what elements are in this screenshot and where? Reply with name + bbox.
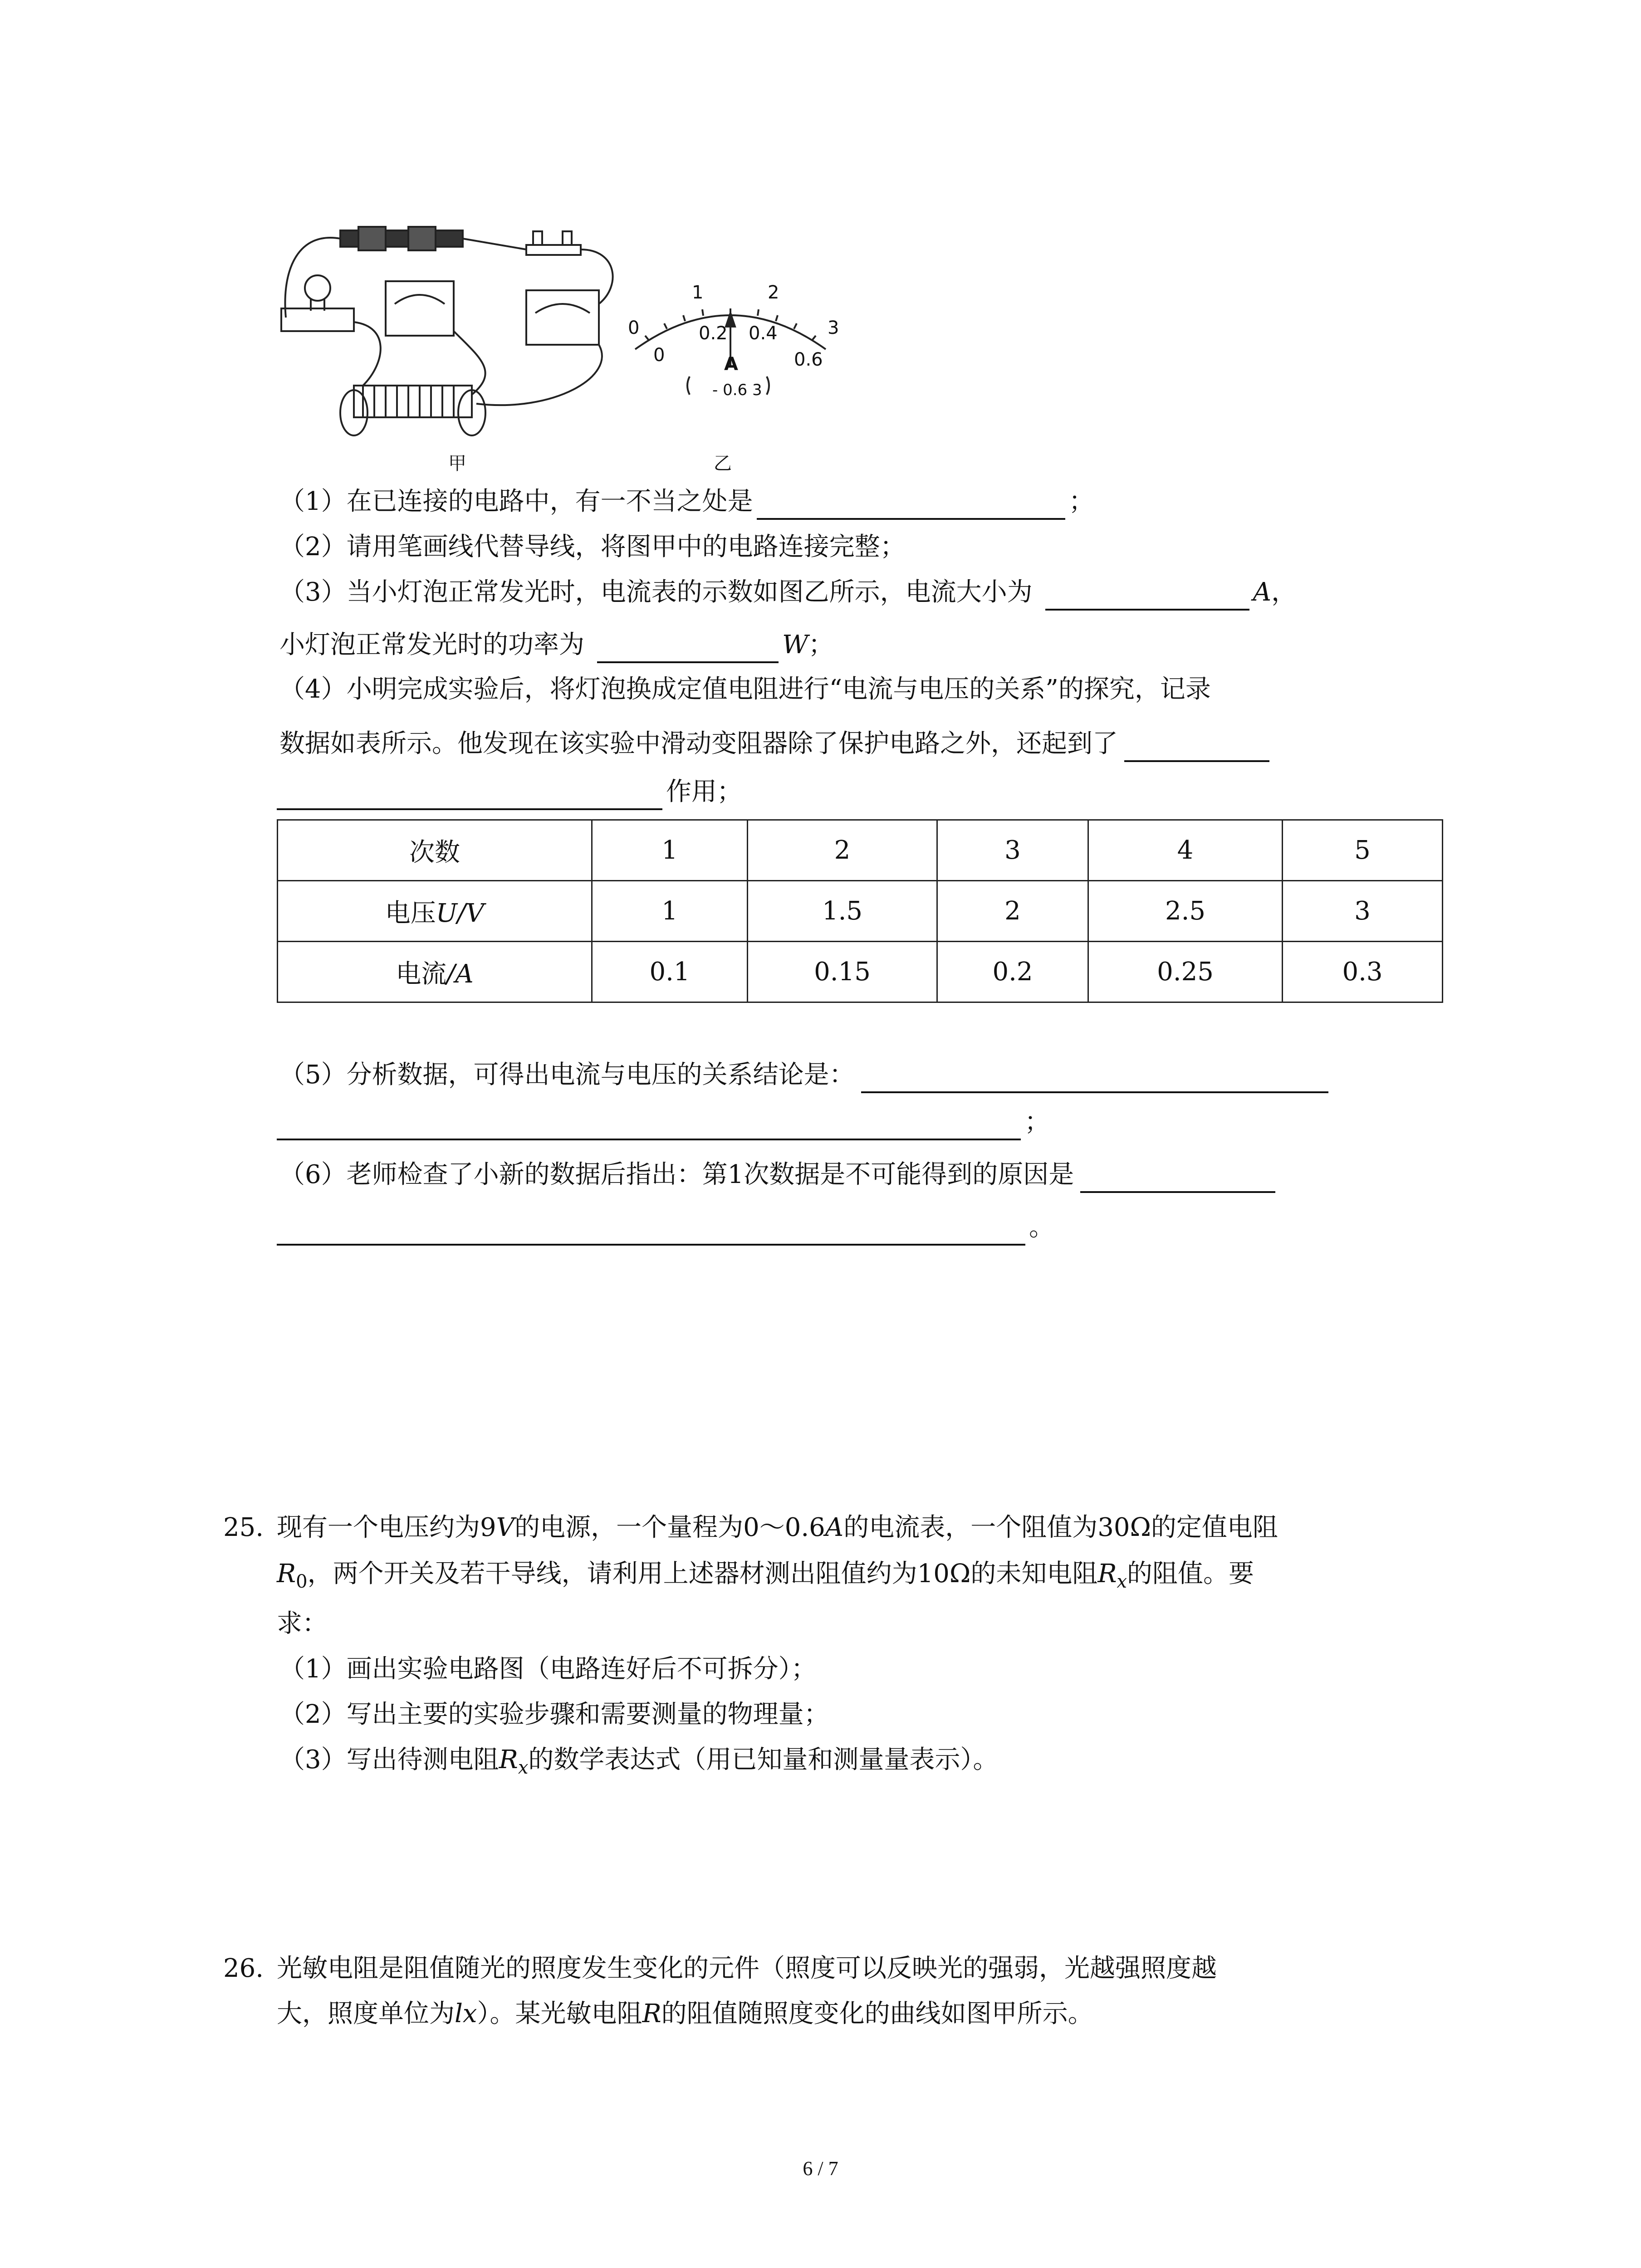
table-cell: 0.3 [1283,942,1443,1002]
answer-blank-reason-b[interactable] [277,1216,1025,1246]
circuit-figure-jia [272,213,644,449]
answer-blank-reason-a[interactable] [1080,1163,1275,1193]
q24-part6b: 。 [277,1209,1054,1246]
table-cell: 3 [1283,881,1443,942]
answer-blank-rheostat-a[interactable] [1124,732,1269,762]
dial-tick-3-top: 3 [828,318,839,338]
table-cell: 0.2 [937,942,1088,1002]
table-cell: 1.5 [748,881,937,942]
q25-step3: （3）写出待测电阻$R_x$的数学表达式（用已知量和测量量表示）。 [279,1745,999,1778]
table-cell-label: 电流/A [278,942,592,1002]
table-row-current [278,942,1443,1002]
dial-tick-0-top: 0 [628,318,640,338]
answer-blank-conclusion-b[interactable] [277,1110,1021,1140]
q26-line2: 大，照度单位为lx）。某光敏电阻R的阻值随照度变化的曲线如图甲所示。 [277,1999,1093,2028]
dial-terminals-label: - 0.6 3 [712,381,762,399]
table-cell: 2.5 [1088,881,1283,942]
table-cell: 2 [937,881,1088,942]
q24-part5: （5）分析数据，可得出电流与电压的关系结论是： [279,1057,1332,1093]
answer-blank-power[interactable] [597,633,779,663]
data-table [277,819,1443,1003]
table-cell: 0.25 [1088,942,1283,1002]
table-cell: 3 [937,820,1088,881]
table-cell: 5 [1283,820,1443,881]
q24-part4c: 作用； [277,774,742,810]
table-cell: 1 [592,820,748,881]
q25-step1: （1）画出实验电路图（电路连好后不可拆分）； [279,1654,817,1684]
q26-line1: 光敏电阻是阻值随光的照度发生变化的元件（照度可以反映光的强弱，光越强照度越 [277,1954,1217,1983]
q25-line2: $R_0$，两个开关及若干导线，请利用上述器材测出阻值约为10Ω的未知电阻$R_x$的阻值。要 [277,1559,1254,1592]
question-number-25: 25. [223,1513,264,1542]
table-cell: 2 [748,820,937,881]
q24-part5b: ； [277,1104,1050,1140]
q24-part6: （6）老师检查了小新的数据后指出：第1次数据是不可能得到的原因是 [279,1157,1279,1193]
figure-label-yi: 乙 [714,453,732,474]
q24-part4: （4）小明完成实验后，将灯泡换成定值电阻进行“电流与电压的关系”的探究，记录 [279,675,1211,704]
table-cell: 0.1 [592,942,748,1002]
page-number: 6 / 7 [803,2157,838,2180]
dial-unit-label: A [724,354,738,375]
q24-part1: （1）在已连接的电路中，有一不当之处是 ； [279,484,1094,520]
dial-tick-2: 2 [768,282,779,303]
table-cell-label: 电压U/V [278,881,592,942]
dial-tick-0.2: 0.2 [699,323,728,344]
question-number-26: 26. [223,1954,264,1983]
table-cell: 次数 [278,820,592,881]
q24-part4b: 数据如表所示。他发现在该实验中滑动变阻器除了保护电路之外，还起到了 [279,726,1273,762]
table-cell: 4 [1088,820,1283,881]
figure-label-jia: 甲 [448,453,466,474]
q24-part2: （2）请用笔画线代替导线，将图甲中的电路连接完整； [279,532,906,562]
table-cell: 0.15 [748,942,937,1002]
q24-part3b: 小灯泡正常发光时的功率为 W； [279,627,834,663]
q24-part3: （3）当小灯泡正常发光时，电流表的示数如图乙所示，电流大小为 A， [279,574,1297,611]
table-row-header [278,820,1443,881]
answer-blank-conclusion-a[interactable] [861,1063,1328,1093]
q25-line1: 现有一个电压约为9V的电源，一个量程为0～0.6A的电流表，一个阻值为30Ω的定值电阻 [277,1513,1278,1542]
q25-step2: （2）写出主要的实验步骤和需要测量的物理量； [279,1700,829,1729]
dial-tick-0.6-bottom: 0.6 [794,349,823,370]
table-row-voltage [278,881,1443,942]
dial-tick-0.4: 0.4 [749,323,778,344]
table-cell: 1 [592,881,748,942]
dial-tick-1: 1 [692,282,704,303]
answer-blank-rheostat-b[interactable] [277,780,662,810]
q25-line3: 求： [277,1609,328,1638]
dial-tick-0-bottom: 0 [653,345,665,366]
answer-blank-current[interactable] [1045,581,1249,611]
answer-blank-1[interactable] [757,490,1065,520]
